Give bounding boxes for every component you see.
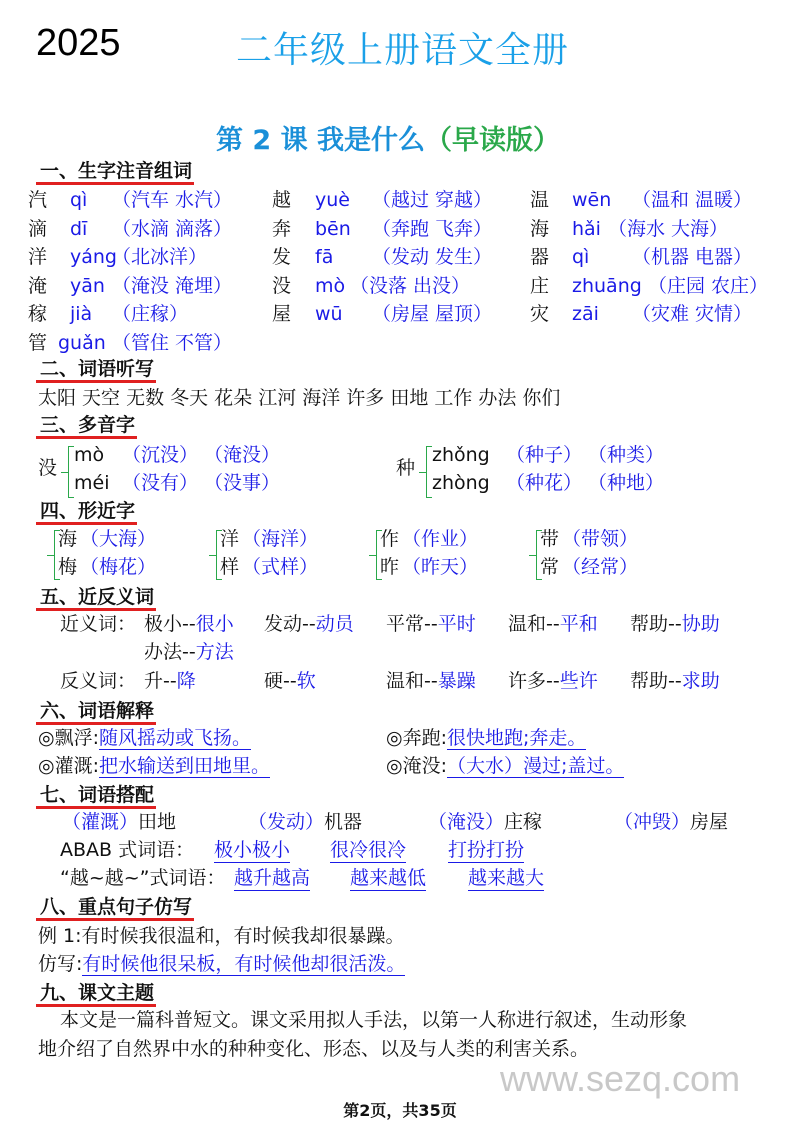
page-number: 第2页，共35页 [343, 1101, 457, 1120]
explanation [38, 754, 270, 778]
pinyin: zāi [572, 303, 599, 325]
antonym-pair [144, 669, 196, 693]
collocation [614, 810, 728, 834]
polyphone-words: （种子） （种类） [506, 444, 665, 466]
imitate-sentence: 有时候他很呆板，有时候他却很活泼。 [82, 953, 406, 975]
word: 帮助-- [630, 670, 682, 692]
explanation [38, 726, 251, 750]
polyphone-char: 没 [38, 457, 58, 479]
hanzi: 庄 [530, 274, 550, 297]
word: 温和-- [508, 613, 560, 635]
words: （灾难 灾情） [632, 303, 753, 325]
polyphone-pinyin: méi [74, 472, 110, 494]
antonym-pair [508, 669, 598, 693]
word: 帮助-- [630, 613, 682, 635]
answer: 降 [176, 670, 196, 692]
polyphone-pinyin: zhǒng [432, 444, 490, 466]
pinyin: bēn [315, 217, 351, 240]
similar-word: （带领） [562, 528, 639, 550]
word: 温和-- [386, 670, 438, 692]
words: （北冰洋） [112, 246, 208, 268]
words: （发动 发生） [372, 246, 493, 268]
section-heading: 四、形近字 [36, 500, 137, 525]
paren: ） [533, 125, 560, 156]
watermark: www.sezq.com [500, 1058, 741, 1099]
answer: 求助 [681, 670, 720, 692]
definition: （大水）漫过;盖过。 [446, 755, 625, 777]
antonym-pair [386, 669, 476, 693]
pinyin: wū [315, 303, 343, 325]
similar-char: 常 [540, 556, 560, 578]
paren: （ [425, 125, 452, 156]
word: 许多-- [508, 670, 560, 692]
words: （淹没 淹埋） [112, 274, 233, 297]
section-heading: 八、重点句子仿写 [36, 896, 194, 921]
pinyin: guǎn [58, 331, 106, 354]
section-heading: 七、词语搭配 [36, 784, 156, 809]
noun: 田地 [138, 811, 177, 833]
words: （庄园 农庄） [648, 274, 769, 297]
definition: 很快地跑;奔走。 [446, 727, 587, 749]
hanzi: 管 [28, 331, 48, 354]
similar-char: 梅 [58, 556, 78, 578]
answer: 平和 [559, 613, 598, 635]
lesson-tag: 早读版 [452, 125, 533, 156]
similar-char: 作 [380, 528, 400, 550]
pinyin: hǎi [572, 217, 601, 240]
collocation [62, 810, 176, 834]
pinyin: wēn [572, 189, 612, 211]
word: 硬-- [264, 670, 297, 692]
noun: 机器 [324, 811, 363, 833]
theme-line: 地介绍了自然界中水的种种变化、形态、以及与人类的利害关系。 [38, 1038, 590, 1060]
pinyin: yáng [70, 246, 117, 268]
hanzi: 淹 [28, 274, 48, 297]
words: （越过 穿越） [372, 189, 493, 211]
synonym-pair [508, 612, 598, 636]
words: （庄稼） [112, 303, 189, 325]
abab-label: ABAB 式词语： [60, 839, 195, 861]
polyphone-pinyin: zhòng [432, 472, 490, 494]
similar-word: （作业） [402, 528, 479, 550]
section-heading: 九、课文主题 [36, 982, 156, 1007]
year: 2025 [36, 22, 121, 64]
polyphone-char: 种 [396, 457, 416, 479]
word: 极小-- [144, 613, 196, 635]
section-heading: 二、词语听写 [36, 358, 156, 383]
yue-word: 越来越低 [350, 867, 427, 889]
section-heading: 六、词语解释 [36, 700, 156, 725]
collocation [248, 810, 362, 834]
antonym-pair [630, 669, 720, 693]
term: ◎飘浮: [38, 727, 99, 749]
pinyin: qì [70, 189, 88, 211]
yue-word: 越来越大 [468, 867, 545, 889]
word: 办法-- [144, 641, 196, 663]
hanzi: 洋 [28, 246, 48, 268]
words: （房屋 屋顶） [372, 303, 493, 325]
words: （汽车 水汽） [112, 189, 233, 211]
hanzi: 温 [530, 189, 550, 211]
hanzi: 灾 [530, 303, 550, 325]
lesson-title [216, 118, 560, 157]
words: （没落 出没） [350, 274, 471, 297]
definition: 把水输送到田地里。 [98, 755, 270, 777]
explanation [386, 726, 586, 750]
yue-word: 越升越高 [234, 867, 311, 889]
answer: 软 [296, 670, 316, 692]
similar-word: （昨天） [402, 556, 479, 578]
term: ◎灌溉: [38, 755, 99, 777]
words: （温和 温暖） [632, 189, 753, 211]
words: （机器 电器） [632, 246, 753, 268]
polyphone-words: （种花） （种地） [506, 472, 665, 494]
definition: 随风摇动或飞扬。 [98, 727, 251, 749]
dictation-words: 太阳 天空 无数 冬天 花朵 江河 海洋 许多 田地 工作 办法 你们 [38, 387, 561, 409]
hanzi: 屋 [272, 303, 292, 325]
word: 发动-- [264, 613, 316, 635]
verb: （发动） [248, 811, 325, 833]
polyphone-words: （没有） （没事） [122, 472, 281, 494]
answer: 些许 [559, 670, 598, 692]
answer: 协助 [681, 613, 720, 635]
syn-label: 近义词： [60, 613, 137, 635]
imitation [38, 952, 405, 976]
similar-char: 洋 [220, 528, 240, 550]
answer: 很小 [195, 613, 234, 635]
abab-word: 很冷很冷 [330, 839, 407, 861]
synonym-pair [144, 640, 234, 664]
verb: （冲毁） [614, 811, 691, 833]
similar-word: （式样） [242, 556, 319, 578]
ant-label: 反义词： [60, 670, 137, 692]
similar-char: 昨 [380, 556, 400, 578]
polyphone-pinyin: mò [74, 444, 105, 466]
pinyin: zhuāng [572, 274, 642, 297]
verb: （灌溉） [62, 811, 139, 833]
synonym-pair [630, 612, 720, 636]
similar-word: （大海） [80, 528, 157, 550]
pinyin: yuè [315, 189, 350, 211]
section-heading: 五、近反义词 [36, 586, 156, 611]
pinyin: dī [70, 217, 88, 240]
hanzi: 稼 [28, 303, 48, 325]
noun: 房屋 [690, 811, 729, 833]
similar-char: 样 [220, 556, 240, 578]
word: 升-- [144, 670, 177, 692]
abab-word: 极小极小 [214, 839, 291, 861]
collocation [428, 810, 542, 834]
word: 平常-- [386, 613, 438, 635]
yue-label: “越~越~”式词语： [60, 867, 226, 889]
polyphone-words: （沉没） （淹没） [122, 444, 281, 466]
answer: 方法 [195, 641, 234, 663]
synonym-pair [144, 612, 234, 636]
similar-char: 海 [58, 528, 78, 550]
lesson-name: 第 2 课 我是什么 [216, 125, 425, 156]
pinyin: mò [315, 274, 346, 297]
words: （管住 不管） [112, 331, 233, 354]
answer: 动员 [315, 613, 354, 635]
noun: 庄稼 [504, 811, 543, 833]
theme-line: 本文是一篇科普短文。课文采用拟人手法，以第一人称进行叙述，生动形象 [60, 1009, 688, 1031]
abab-word: 打扮打扮 [448, 839, 525, 861]
words: （奔跑 飞奔） [372, 217, 493, 240]
synonym-pair [386, 612, 476, 636]
words: （海水 大海） [608, 217, 729, 240]
words: （水滴 滴落） [112, 217, 233, 240]
explanation [386, 754, 624, 778]
hanzi: 滴 [28, 217, 48, 240]
doc-title: 二年级上册语文全册 [236, 30, 570, 71]
hanzi: 汽 [28, 189, 48, 211]
pinyin: qì [572, 246, 590, 268]
pinyin: jià [70, 303, 93, 325]
section-heading: 三、多音字 [36, 414, 137, 439]
antonym-pair [264, 669, 316, 693]
hanzi: 没 [272, 274, 292, 297]
hanzi: 奔 [272, 217, 292, 240]
imitate-label: 仿写: [38, 953, 83, 975]
section-heading: 一、生字注音组词 [36, 160, 194, 185]
hanzi: 发 [272, 246, 292, 268]
pinyin: yān [70, 274, 105, 297]
term: ◎奔跑: [386, 727, 447, 749]
answer: 平时 [437, 613, 476, 635]
hanzi: 越 [272, 189, 292, 211]
example-sentence: 例 1:有时候我很温和，有时候我却很暴躁。 [38, 925, 405, 947]
similar-word: （经常） [562, 556, 639, 578]
similar-word: （海洋） [242, 528, 319, 550]
answer: 暴躁 [437, 670, 476, 692]
hanzi: 器 [530, 246, 550, 268]
verb: （淹没） [428, 811, 505, 833]
pinyin: fā [315, 246, 334, 268]
hanzi: 海 [530, 217, 550, 240]
similar-char: 带 [540, 528, 560, 550]
similar-word: （梅花） [80, 556, 157, 578]
synonym-pair [264, 612, 354, 636]
term: ◎淹没: [386, 755, 447, 777]
